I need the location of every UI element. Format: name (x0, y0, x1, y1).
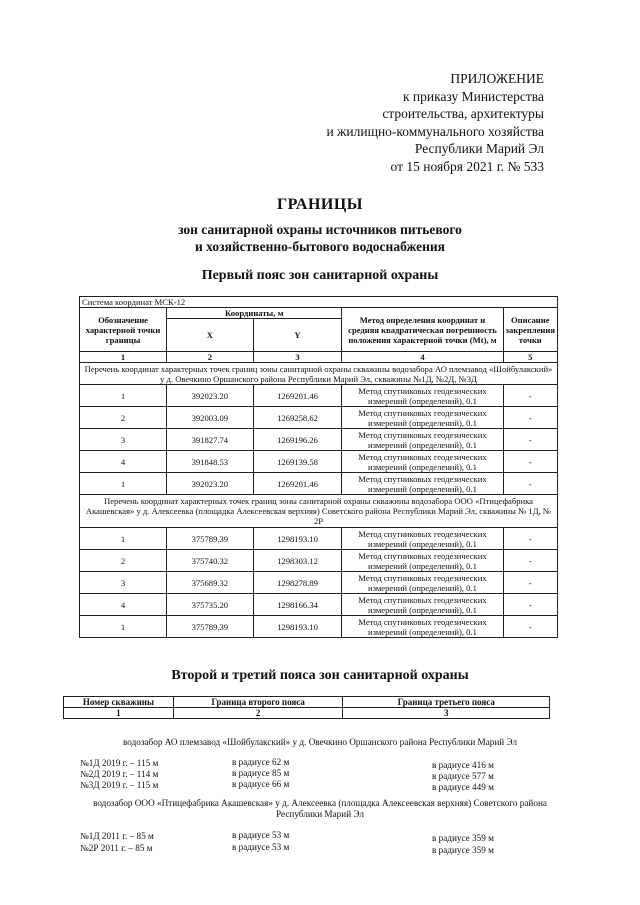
point-cell: 1 (80, 385, 167, 407)
group-caption: Перечень координат характерных точек границ зоны санитарной охраны скважины водозабора АО племзавод «Шойбулакский» у д. Овечкино Оршанского района Республики Марий Эл, скважины №1Д, №2Д, №3Д (80, 363, 558, 385)
well-1: №1Д 2019 г. – 115 м (80, 758, 159, 768)
point-cell: 1 (80, 616, 167, 638)
method-cell: Метод спутниковых геодезических измерений (определений), 0.1 (342, 407, 503, 429)
table-row (80, 451, 558, 473)
header-third-belt: Граница третьего пояса (343, 697, 550, 708)
colnum: 2 (167, 352, 254, 363)
y-cell: 1298193.10 (253, 528, 342, 550)
point-cell: 2 (80, 407, 167, 429)
y-cell: 1269201.46 (253, 385, 342, 407)
method-cell: Метод спутниковых геодезических измерений (определений), 0.1 (342, 616, 503, 638)
header-method: Метод определения координат и средняя квадратическая погрешность положения характерной точки (Mt), м (342, 308, 503, 352)
appendix-line: ПРИЛОЖЕНИЕ (450, 71, 544, 86)
group2-caption-line1: водозабор ООО «Птицефабрика Акашевская» у д. Алексеевка (площадка Алексеевская верхняя) Советского района (93, 798, 547, 808)
group2-caption-line2: Республики Марий Эл (276, 809, 364, 819)
desc-cell: - (503, 528, 557, 550)
point-cell: 1 (80, 528, 167, 550)
x-cell: 392003.09 (167, 407, 254, 429)
x-cell: 375689.32 (167, 572, 254, 594)
point-cell: 4 (80, 594, 167, 616)
y-cell: 1298193.10 (253, 616, 342, 638)
point-cell: 4 (80, 451, 167, 473)
coordinates-table (79, 296, 558, 638)
desc-cell: - (503, 385, 557, 407)
method-cell: Метод спутниковых геодезических измерений (определений), 0.1 (342, 528, 503, 550)
colnum: 2 (173, 708, 343, 719)
y-cell: 1269196.26 (253, 429, 342, 451)
x-cell: 375740.32 (167, 550, 254, 572)
method-cell: Метод спутниковых геодезических измерений (определений), 0.1 (342, 451, 503, 473)
table-row (80, 429, 558, 451)
colnum: 5 (503, 352, 557, 363)
second-belt-3: в радиусе 66 м (232, 779, 290, 789)
table-row (80, 550, 558, 572)
header-y: Y (253, 319, 342, 352)
desc-cell: - (503, 429, 557, 451)
method-cell: Метод спутниковых геодезических измерений (определений), 0.1 (342, 385, 503, 407)
x-cell: 375789.39 (167, 616, 254, 638)
method-cell: Метод спутниковых геодезических измерений (определений), 0.1 (342, 550, 503, 572)
header-coords: Координаты, м (167, 308, 342, 319)
table-row (80, 407, 558, 429)
table-row (80, 473, 558, 495)
y-cell: 1298303.12 (253, 550, 342, 572)
appendix-line: Республики Марий Эл (414, 141, 544, 156)
desc-cell: - (503, 407, 557, 429)
subtitle-line1: зон санитарной охраны источников питьевого (178, 222, 462, 237)
x-cell: 375735.20 (167, 594, 254, 616)
desc-cell: - (503, 616, 557, 638)
table-row (80, 528, 558, 550)
point-cell: 3 (80, 572, 167, 594)
colnum: 3 (343, 708, 550, 719)
colnum: 1 (64, 708, 174, 719)
appendix-line: и жилищно-коммунального хозяйства (326, 123, 544, 139)
third-belt-2: в радиусе 577 м (432, 771, 494, 781)
desc-cell: - (503, 550, 557, 572)
well-4: №1Д 2011 г. – 85 м (80, 831, 154, 841)
table-row (80, 572, 558, 594)
method-cell: Метод спутниковых геодезических измерений (определений), 0.1 (342, 429, 503, 451)
desc-cell: - (503, 473, 557, 495)
desc-cell: - (503, 451, 557, 473)
point-cell: 3 (80, 429, 167, 451)
belts-table (63, 696, 550, 719)
second-belt-5: в радиусе 53 м (232, 842, 290, 852)
header-well: Номер скважины (64, 697, 174, 708)
x-cell: 391827.74 (167, 429, 254, 451)
method-cell: Метод спутниковых геодезических измерений (определений), 0.1 (342, 473, 503, 495)
method-cell: Метод спутниковых геодезических измерений (определений), 0.1 (342, 572, 503, 594)
second-third-belt-heading: Второй и третий пояса зон санитарной охраны (171, 668, 469, 683)
third-belt-3: в радиусе 449 м (432, 782, 494, 792)
group1-caption: водозабор АО племзавод «Шойбулакский» у д. Овечкино Оршанского района Республики Марий Эл (122, 737, 518, 747)
header-second-belt: Граница второго пояса (173, 697, 343, 708)
x-cell: 392023.20 (167, 473, 254, 495)
table-row (80, 385, 558, 407)
third-belt-5: в радиусе 359 м (432, 845, 494, 855)
colnum: 1 (80, 352, 167, 363)
appendix-line: от 15 ноября 2021 г. № 533 (390, 158, 544, 174)
subtitle-line2: и хозяйственно-бытового водоснабжения (195, 239, 445, 254)
x-cell: 375789.39 (167, 528, 254, 550)
y-cell: 1269201.46 (253, 473, 342, 495)
header-desc: Описание закрепления точки (503, 308, 557, 352)
group-caption: Перечень координат характерных точек границ зоны санитарной охраны скважины водозабора ООО «Птицефабрика Акашевская» у д. Алексеевка (площадка Алексеевская верхняя) Советского района Республики Марий Эл, скважины № 1Д, № 2Р (80, 495, 558, 528)
header-x: X (167, 319, 254, 352)
second-belt-1: в радиусе 62 м (232, 757, 290, 767)
table-row (80, 616, 558, 638)
table-row (80, 594, 558, 616)
appendix-line: строительства, архитектуры (382, 106, 544, 121)
first-belt-heading: Первый пояс зон санитарной охраны (201, 268, 439, 283)
colnum: 4 (342, 352, 503, 363)
well-2: №2Д 2019 г. – 114 м (80, 769, 159, 779)
appendix-line: к приказу Министерства (402, 88, 544, 104)
y-cell: 1269258.62 (253, 407, 342, 429)
y-cell: 1298278.89 (253, 572, 342, 594)
method-cell: Метод спутниковых геодезических измерений (определений), 0.1 (342, 594, 503, 616)
colnum: 3 (253, 352, 342, 363)
coordinate-system: Система координат МСК-12 (80, 297, 558, 308)
well-5: №2Р 2011 г. – 85 м (80, 843, 153, 853)
desc-cell: - (503, 594, 557, 616)
second-belt-2: в радиусе 85 м (232, 768, 290, 778)
y-cell: 1269139.58 (253, 451, 342, 473)
x-cell: 392023.20 (167, 385, 254, 407)
x-cell: 391848.53 (167, 451, 254, 473)
y-cell: 1298166.34 (253, 594, 342, 616)
header-point: Обозначение характерной точки границы (80, 308, 167, 352)
second-belt-4: в радиусе 53 м (232, 830, 290, 840)
well-3: №3Д 2019 г. – 115 м (80, 780, 159, 790)
third-belt-1: в радиусе 416 м (432, 760, 494, 770)
desc-cell: - (503, 572, 557, 594)
page-title: ГРАНИЦЫ (276, 196, 363, 213)
appendix-header (326, 70, 544, 175)
point-cell: 2 (80, 550, 167, 572)
point-cell: 1 (80, 473, 167, 495)
third-belt-4: в радиусе 359 м (432, 833, 494, 843)
